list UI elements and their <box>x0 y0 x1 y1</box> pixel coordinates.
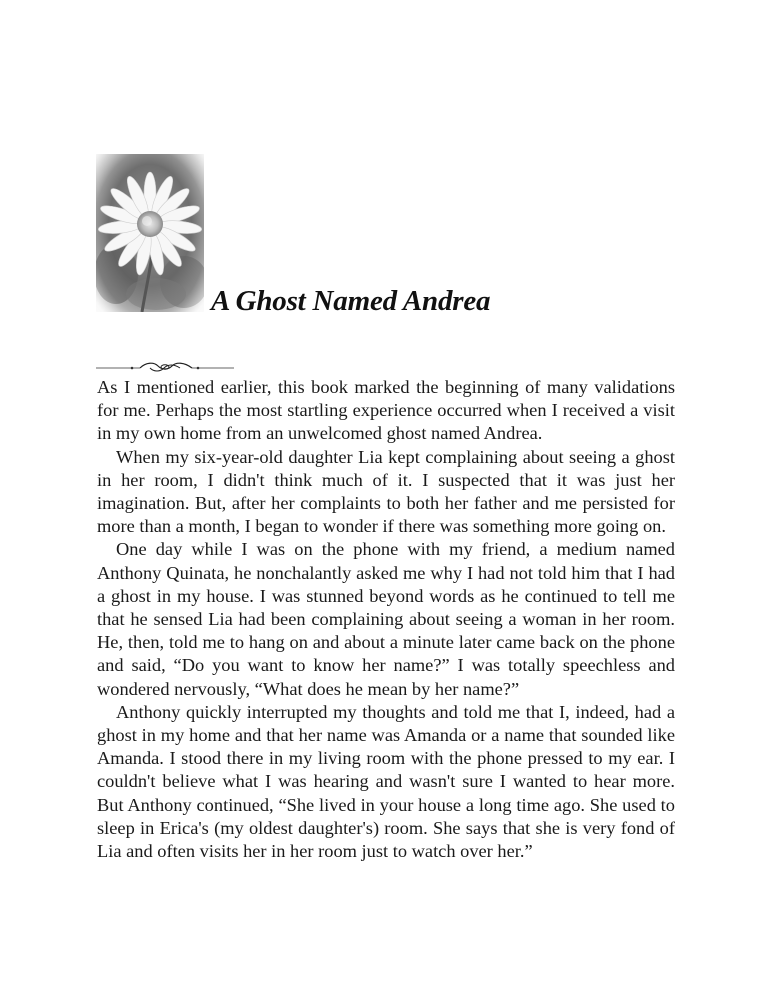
paragraph-2: When my six-year-old daughter Lia kept complaining about seeing a ghost in her room, I didn't think much of it. I suspected that it was just her imagination. But, after her complaints to both her father and me persisted for more than a month, I began to wonder if there was something more going on. <box>97 446 675 537</box>
paragraph-4: Anthony quickly interrupted my thoughts and told me that I, indeed, had a ghost in my home and that her name was Amanda or a name that sounded like Amanda. I stood there in my living room with the phone pressed to my ear. I couldn't believe what I was hearing and wasn't sure I wanted to hear more. But Anthony continued, “She lived in your house a long time ago. She used to sleep in Erica's (my oldest daughter's) room. She says that she is very fond of Lia and often visits her in her room just to watch over her.” <box>97 701 675 862</box>
paragraph-3: One day while I was on the phone with my friend, a medium named Anthony Quinata, he nonchalantly asked me why I had not told him that I had a ghost in my house. I was stunned beyond words as he continued to tell me that he sensed Lia had been complaining about seeing a woman in her room. He, then, told me to hang on and about a minute later came back on the phone and said, “Do you want to know her name?” I was totally speechless and wondered nervously, “What does he mean by her name?” <box>97 539 675 699</box>
flourish-ornament-icon <box>96 358 234 374</box>
paragraph-1: As I mentioned earlier, this book marked the beginning of many validations for me. Perhaps the most startling experience occurred when I received a visit in my own home from an unwelcomed ghost named Andrea. <box>97 377 675 444</box>
daisy-photo-icon <box>96 154 204 312</box>
chapter-title: A Ghost Named Andrea <box>211 285 491 317</box>
chapter-body <box>97 376 675 863</box>
daisy-photo <box>96 154 204 312</box>
